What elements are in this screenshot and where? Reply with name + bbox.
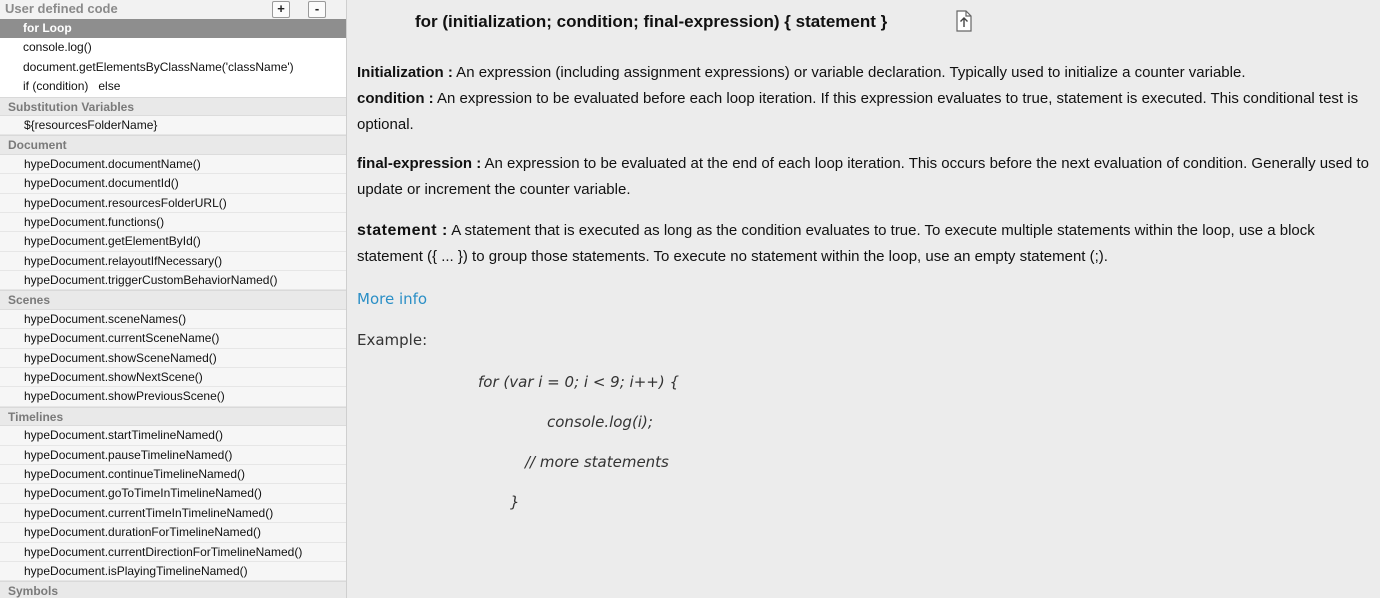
list-item[interactable]: hypeDocument.sceneNames()	[0, 310, 346, 329]
list-item[interactable]: hypeDocument.showPreviousScene()	[0, 387, 346, 406]
add-snippet-button[interactable]: +	[272, 1, 290, 18]
more-info-link[interactable]: More info	[357, 290, 428, 308]
remove-snippet-button[interactable]: -	[308, 1, 326, 18]
statement-description	[357, 218, 1369, 270]
code-line: }	[510, 493, 520, 511]
condition-text: An expression to be evaluated before each loop iteration. If this expression evaluates to true, statement is executed. This conditional test is optional.	[357, 90, 1359, 133]
list-item[interactable]: hypeDocument.pauseTimelineNamed()	[0, 446, 346, 465]
snippet-for-loop[interactable]: for Loop	[0, 19, 346, 38]
snippet-detail-pane	[347, 0, 1380, 598]
list-item[interactable]: hypeDocument.goToTimeInTimelineNamed()	[0, 484, 346, 503]
export-icon[interactable]	[955, 10, 973, 32]
list-item[interactable]: hypeDocument.currentDirectionForTimelineNamed()	[0, 543, 346, 562]
list-item[interactable]: hypeDocument.showSceneNamed()	[0, 349, 346, 368]
section-header-scenes: Scenes	[0, 290, 346, 309]
snippet-title: for (initialization; condition; final-expression) { statement }	[415, 12, 888, 31]
code-line: // more statements	[525, 453, 669, 471]
section-header-document: Document	[0, 135, 346, 154]
list-item[interactable]: hypeDocument.currentTimeInTimelineNamed()	[0, 504, 346, 523]
user-defined-code-title: User defined code	[5, 1, 118, 16]
final-expression-description	[357, 151, 1369, 203]
list-item[interactable]: hypeDocument.triggerCustomBehaviorNamed()	[0, 271, 346, 290]
code-line: for (var i = 0; i < 9; i++) {	[478, 373, 679, 391]
condition-description	[357, 86, 1369, 138]
list-item[interactable]: hypeDocument.functions()	[0, 213, 346, 232]
list-item[interactable]: hypeDocument.durationForTimelineNamed()	[0, 523, 346, 542]
section-header-timelines: Timelines	[0, 407, 346, 426]
list-item[interactable]: hypeDocument.continueTimelineNamed()	[0, 465, 346, 484]
section-header-substitution: Substitution Variables	[0, 97, 346, 116]
list-item[interactable]: hypeDocument.getElementById()	[0, 232, 346, 251]
list-item[interactable]: hypeDocument.startTimelineNamed()	[0, 426, 346, 445]
list-item[interactable]: hypeDocument.documentId()	[0, 174, 346, 193]
statement-text: A statement that is executed as long as the condition evaluates to true. To execute multiple statements within the loop, use a block statement ({ ... }) to group those statements. To execute no statement within the loop, use an empty statement (;).	[357, 222, 1315, 265]
snippet-get-elements-by-class[interactable]: document.getElementsByClassName('className')	[0, 58, 346, 77]
list-item[interactable]: ${resourcesFolderName}	[0, 116, 346, 135]
list-item[interactable]: hypeDocument.isPlayingTimelineNamed()	[0, 562, 346, 581]
list-item[interactable]: hypeDocument.currentSceneName()	[0, 329, 346, 348]
snippet-console-log[interactable]: console.log()	[0, 38, 346, 57]
sidebar-top-bar	[0, 0, 346, 19]
statement-term: statement :	[357, 222, 448, 239]
section-header-symbols: Symbols	[0, 581, 346, 598]
initialization-text: An expression (including assignment expressions) or variable declaration. Typically used to initialize a counter variable.	[452, 64, 1246, 81]
else-label: else	[98, 79, 121, 94]
final-expression-term: final-expression :	[357, 155, 482, 172]
if-condition-label: if (condition)	[23, 79, 89, 94]
snippet-if-else[interactable]	[0, 77, 346, 96]
condition-term: condition :	[357, 90, 434, 107]
snippet-sidebar	[0, 0, 347, 598]
initialization-description	[357, 60, 1369, 86]
initialization-term: Initialization :	[357, 64, 453, 81]
example-label: Example:	[357, 331, 428, 349]
list-item[interactable]: hypeDocument.relayoutIfNecessary()	[0, 252, 346, 271]
list-item[interactable]: hypeDocument.documentName()	[0, 155, 346, 174]
list-item[interactable]: hypeDocument.showNextScene()	[0, 368, 346, 387]
code-line: console.log(i);	[547, 413, 653, 431]
list-item[interactable]: hypeDocument.resourcesFolderURL()	[0, 194, 346, 213]
final-expression-text: An expression to be evaluated at the end of each loop iteration. This occurs before the next evaluation of condition. Generally used to update or increment the counter variable.	[357, 155, 1370, 198]
